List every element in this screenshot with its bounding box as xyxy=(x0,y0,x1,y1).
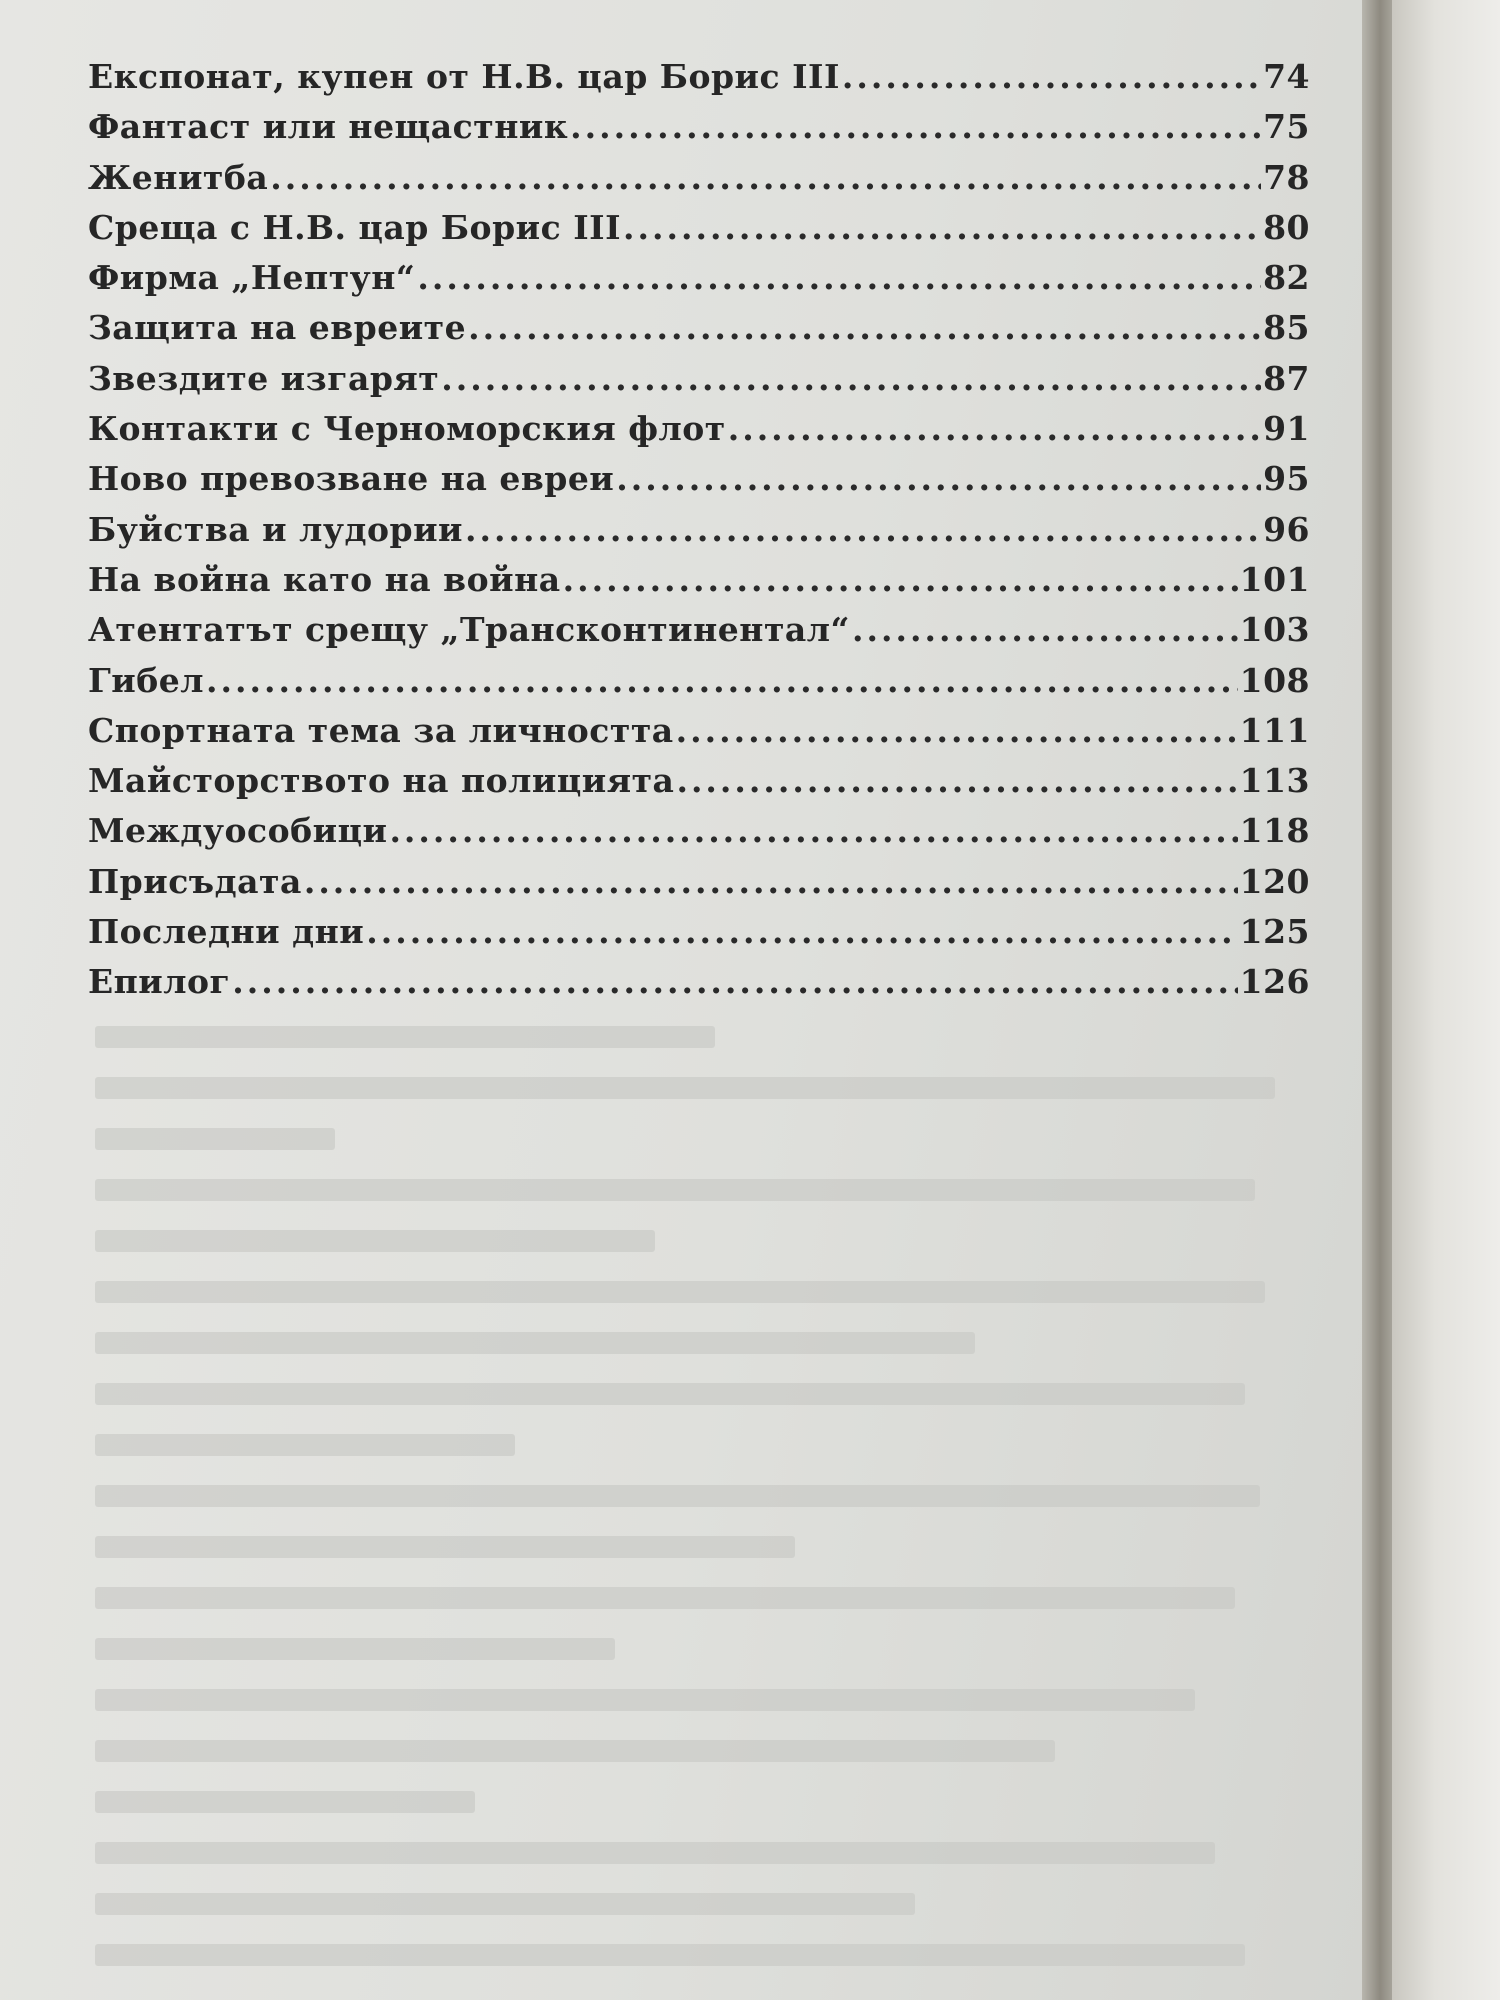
toc-dot-leader xyxy=(232,957,1237,1007)
toc-dot-leader xyxy=(616,454,1261,504)
toc-entry-title: Майсторството на полицията xyxy=(88,761,675,801)
toc-entry xyxy=(88,857,1310,907)
toc-entry xyxy=(88,454,1310,504)
toc-entry xyxy=(88,52,1310,102)
toc-entry-title: Буйства и лудории xyxy=(88,509,464,549)
toc-page-number: 78 xyxy=(1263,157,1310,197)
toc-entry xyxy=(88,957,1310,1007)
toc-page-number: 82 xyxy=(1263,258,1310,298)
toc-entry xyxy=(88,605,1310,655)
toc-dot-leader xyxy=(842,52,1261,102)
toc-dot-leader xyxy=(206,656,1238,706)
toc-page-number: 74 xyxy=(1263,57,1310,96)
toc-entry-title: Среща с Н.В. цар Борис III xyxy=(88,207,622,247)
toc-entry-title: Гибел xyxy=(88,660,205,700)
toc-dot-leader xyxy=(623,203,1261,253)
toc-dot-leader xyxy=(417,253,1261,303)
toc-page-number: 126 xyxy=(1239,962,1310,1002)
toc-entry xyxy=(88,806,1310,856)
toc-page-number: 85 xyxy=(1263,308,1310,348)
toc-entry-title: Звездите изгарят xyxy=(88,358,440,398)
toc-page-number: 118 xyxy=(1239,811,1310,851)
toc-entry-title: Епилог xyxy=(88,962,231,1002)
toc-dot-leader xyxy=(304,857,1238,907)
toc-entry-title: Ново превозване на евреи xyxy=(88,459,615,499)
table-of-contents xyxy=(88,52,1310,1008)
toc-page-number: 108 xyxy=(1239,660,1310,700)
toc-page-number: 95 xyxy=(1263,459,1310,499)
toc-entry xyxy=(88,756,1310,806)
toc-entry-title: Атентатът срещу „Трансконтинентал“ xyxy=(88,610,851,650)
toc-entry-title: Фирма „Нептун“ xyxy=(88,258,416,298)
toc-dot-leader xyxy=(728,404,1261,454)
toc-dot-leader xyxy=(389,806,1237,856)
toc-page-number: 91 xyxy=(1263,409,1310,449)
toc-dot-leader xyxy=(676,756,1237,806)
toc-entry-title: Експонат, купен от Н.В. цар Борис III xyxy=(88,57,840,96)
toc-entry xyxy=(88,203,1310,253)
toc-page-number: 111 xyxy=(1239,710,1310,750)
toc-page-number: 87 xyxy=(1263,358,1310,398)
toc-entry xyxy=(88,253,1310,303)
toc-page-number: 96 xyxy=(1263,509,1310,549)
toc-page-number: 125 xyxy=(1239,912,1310,952)
toc-page-number: 103 xyxy=(1239,610,1310,650)
book-spine-gutter xyxy=(1362,0,1392,2000)
toc-page-number: 80 xyxy=(1263,207,1310,247)
toc-page-number: 120 xyxy=(1239,861,1310,901)
toc-entry xyxy=(88,153,1310,203)
toc-entry xyxy=(88,303,1310,353)
toc-entry-title: На война като на война xyxy=(88,559,561,599)
toc-page-number: 113 xyxy=(1239,761,1310,801)
toc-dot-leader xyxy=(270,153,1261,203)
adjacent-page-edge xyxy=(1392,0,1500,2000)
toc-dot-leader xyxy=(465,505,1261,555)
toc-dot-leader xyxy=(676,706,1238,756)
toc-entry xyxy=(88,555,1310,605)
toc-entry-title: Присъдата xyxy=(88,861,302,901)
toc-entry xyxy=(88,706,1310,756)
toc-entry xyxy=(88,102,1310,152)
toc-entry-title: Женитба xyxy=(88,157,269,197)
toc-entry xyxy=(88,354,1310,404)
toc-entry xyxy=(88,404,1310,454)
toc-dot-leader xyxy=(366,907,1237,957)
toc-page-number: 75 xyxy=(1263,107,1310,147)
toc-dot-leader xyxy=(468,303,1261,353)
toc-entry-title: Защита на евреите xyxy=(88,308,467,348)
toc-entry-title: Междуособици xyxy=(88,811,388,851)
toc-entry xyxy=(88,656,1310,706)
toc-dot-leader xyxy=(441,354,1261,404)
toc-dot-leader xyxy=(563,555,1238,605)
toc-entry-title: Спортната тема за личността xyxy=(88,710,674,750)
toc-entry-title: Контакти с Черноморския флот xyxy=(88,409,726,449)
toc-page-number: 101 xyxy=(1239,559,1310,599)
toc-entry xyxy=(88,907,1310,957)
toc-entry xyxy=(88,505,1310,555)
toc-entry-title: Фантаст или нещастник xyxy=(88,107,569,147)
toc-entry-title: Последни дни xyxy=(88,912,365,952)
toc-dot-leader xyxy=(570,102,1261,152)
toc-dot-leader xyxy=(852,605,1238,655)
bleed-through-text xyxy=(95,1010,1315,1979)
